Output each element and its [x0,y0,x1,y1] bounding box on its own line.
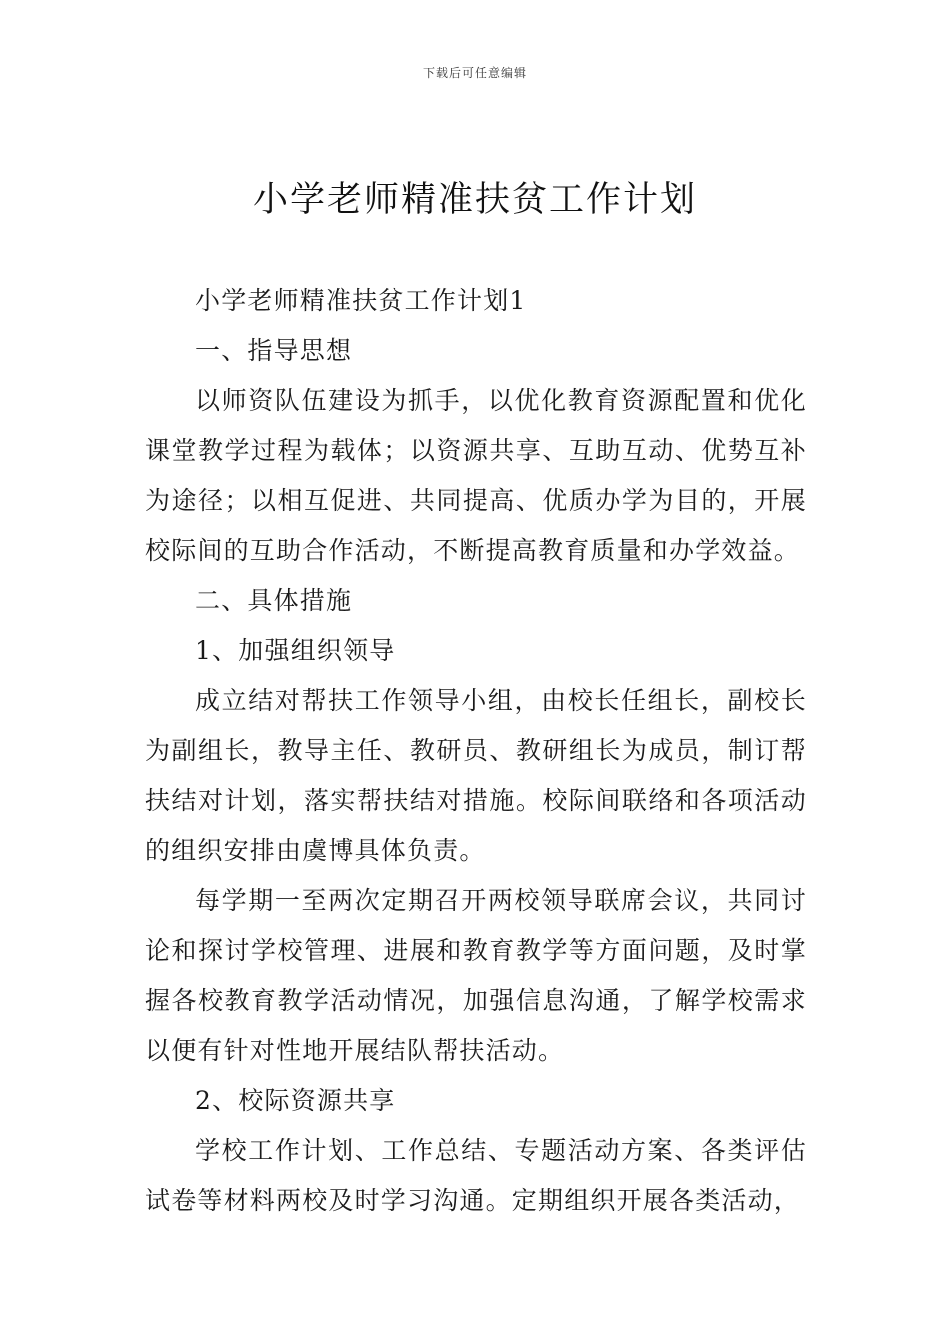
subsection-heading-resource-sharing: 2、校际资源共享 [195,1086,396,1115]
section-heading-guiding-ideology: 一、指导思想 [195,336,353,365]
paragraph-guiding-ideology: 以师资队伍建设为抓手，以优化教育资源配置和优化课堂教学过程为载体；以资源共享、互助互动、优势互补为途径；以相互促进、共同提高、优质办学为目的，开展校际间的互助合作活动，不断提高教育质量和办学效益。 [145,386,807,565]
paragraph-joint-meetings: 每学期一至两次定期召开两校领导联席会议，共同讨论和探讨学校管理、进展和教育教学等方面问题，及时掌握各校教育教学活动情况，加强信息沟通，了解学校需求以便有针对性地开展结队帮扶活动。 [145,886,807,1065]
document-title: 小学老师精准扶贫工作计划 [252,180,697,220]
document-body [145,276,807,1226]
plan-subtitle: 小学老师精准扶贫工作计划1 [195,286,527,315]
subsection-heading-leadership: 1、加强组织领导 [195,636,396,665]
header-note: 下载后可任意编辑 [422,66,527,80]
section-heading-specific-measures: 二、具体措施 [195,586,353,615]
paragraph-resource-sharing: 学校工作计划、工作总结、专题活动方案、各类评估试卷等材料两校及时学习沟通。定期组织开展各类活动， [145,1136,807,1215]
paragraph-leadership-group: 成立结对帮扶工作领导小组，由校长任组长，副校长为副组长，教导主任、教研员、教研组长为成员，制订帮扶结对计划，落实帮扶结对措施。校际间联络和各项活动的组织安排由虞博具体负责。 [145,686,807,865]
